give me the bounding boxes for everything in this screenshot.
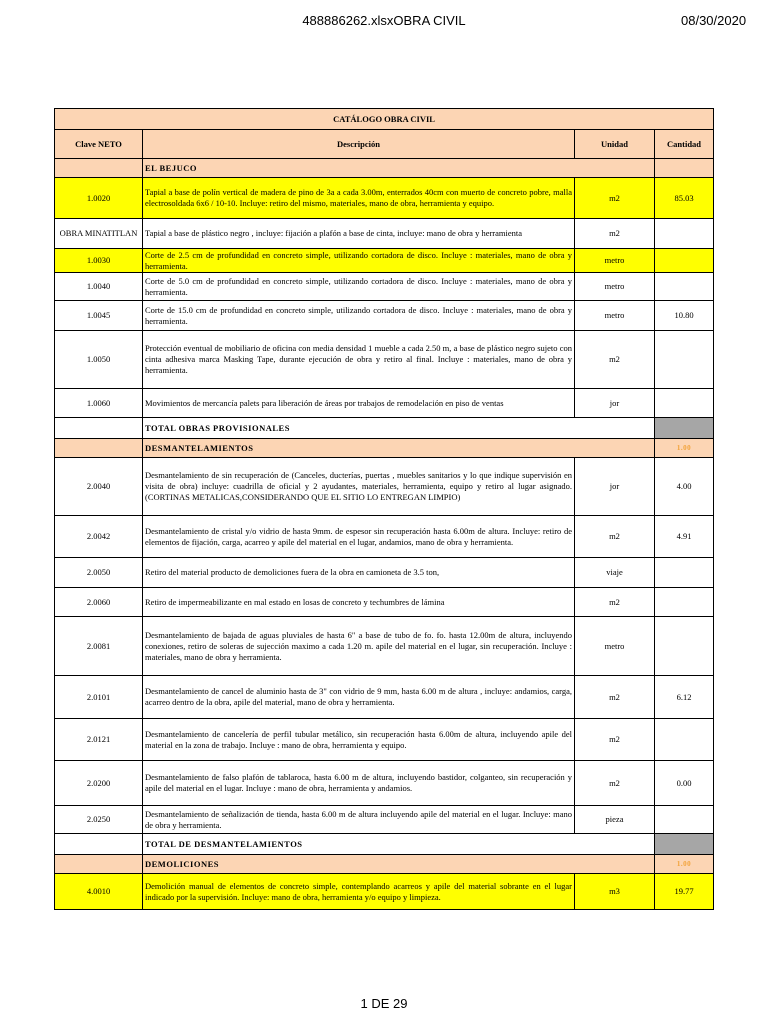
- item-unit: m2: [575, 178, 655, 219]
- total-unit-cell: [575, 834, 655, 855]
- table-row: [55, 558, 714, 588]
- item-unit: metro: [575, 617, 655, 676]
- item-description: Tapial a base de polín vertical de madera de pino de 3a a cada 3.00m, enterrados 40cm con muerto de concreto pobre, malla electrosoldada 6x6 / 10-10. Incluye: retiro del mismo, materiales, mano de obra, herramienta y equipo.: [143, 178, 575, 219]
- table-row: [55, 588, 714, 617]
- section-total-label: TOTAL DE DESMANTELAMIENTOS: [143, 834, 575, 855]
- section-header-row: [55, 855, 714, 874]
- table-header-row: [55, 130, 714, 159]
- item-unit: jor: [575, 389, 655, 418]
- item-key: 2.0121: [55, 719, 143, 761]
- section-badge: 1.00: [655, 855, 714, 874]
- item-description: Corte de 15.0 cm de profundidad en concreto simple, utilizando cortadora de disco. Incluye : materiales, mano de obra y herramienta.: [143, 301, 575, 331]
- section-badge: [655, 159, 714, 178]
- table-row: [55, 676, 714, 719]
- section-badge: 1.00: [655, 439, 714, 458]
- section-name: EL BEJUCO: [143, 159, 575, 178]
- item-quantity: [655, 719, 714, 761]
- item-unit: m2: [575, 761, 655, 806]
- item-quantity: [655, 389, 714, 418]
- section-header-row: [55, 439, 714, 458]
- item-quantity: 4.00: [655, 458, 714, 516]
- section-unit-cell: [575, 439, 655, 458]
- item-key: 1.0020: [55, 178, 143, 219]
- section-total-row: [55, 418, 714, 439]
- table-row: [55, 301, 714, 331]
- item-description: Retiro del material producto de demoliciones fuera de la obra en camioneta de 3.5 ton,: [143, 558, 575, 588]
- item-key: 2.0250: [55, 806, 143, 834]
- section-unit-cell: [575, 855, 655, 874]
- table-title-row: [55, 109, 714, 130]
- item-description: Demolición manual de elementos de concreto simple, contemplando acarreos y apile del material sobrante en el lugar indicado por la supervisión. Incluye: mano de obra, herramienta y/o equipo y limpieza.: [143, 874, 575, 910]
- item-quantity: [655, 249, 714, 273]
- item-quantity: [655, 219, 714, 249]
- total-quantity-cell: [655, 418, 714, 439]
- col-header-unit: Unidad: [575, 130, 655, 159]
- section-key-cell: [55, 439, 143, 458]
- table-row: [55, 389, 714, 418]
- item-unit: m2: [575, 516, 655, 558]
- item-quantity: [655, 617, 714, 676]
- item-description: Tapial a base de plástico negro , incluye: fijación a plafón a base de cinta, incluye: mano de obra y herramienta: [143, 219, 575, 249]
- item-description: Movimientos de mercancía palets para liberación de áreas por trabajos de remodelación en piso de ventas: [143, 389, 575, 418]
- item-quantity: 10.80: [655, 301, 714, 331]
- item-description: Desmantelamiento de cristal y/o vidrio de hasta 9mm. de espesor sin recuperación hasta 6.00m de altura. Incluye: retiro de elementos de fijación, carga, acarreo y apile del material en el lugar, andamios, mano de obra y herramienta.: [143, 516, 575, 558]
- item-key: 2.0081: [55, 617, 143, 676]
- item-description: Corte de 2.5 cm de profundidad en concreto simple, utilizando cortadora de disco. Incluye : materiales, mano de obra y herramienta.: [143, 249, 575, 273]
- item-unit: m3: [575, 874, 655, 910]
- item-key: 2.0200: [55, 761, 143, 806]
- item-key: 2.0060: [55, 588, 143, 617]
- print-date: 08/30/2020: [681, 13, 747, 28]
- col-header-desc: Descripción: [143, 130, 575, 159]
- table-row: [55, 761, 714, 806]
- table-row: [55, 273, 714, 301]
- table-row: [55, 178, 714, 219]
- table-row: [55, 719, 714, 761]
- section-header-row: [55, 159, 714, 178]
- section-name: DEMOLICIONES: [143, 855, 575, 874]
- total-quantity-cell: [655, 834, 714, 855]
- section-key-cell: [55, 159, 143, 178]
- item-description: Desmantelamiento de falso plafón de tablaroca, hasta 6.00 m de altura, incluyendo bastidor, colganteo, sin recuperación y apile del material en el lugar. Incluye : mano de obra, herramienta y andamios.: [143, 761, 575, 806]
- catalog-table: [54, 108, 714, 910]
- item-key: 4.0010: [55, 874, 143, 910]
- file-title: 488886262.xlsxOBRA CIVIL: [302, 13, 466, 28]
- item-unit: m2: [575, 676, 655, 719]
- total-key-cell: [55, 834, 143, 855]
- item-unit: metro: [575, 301, 655, 331]
- section-key-cell: [55, 855, 143, 874]
- item-quantity: 19.77: [655, 874, 714, 910]
- item-description: Desmantelamiento de señalización de tienda, hasta 6.00 m de altura incluyendo apile del material en el lugar. Incluye: mano de obra y herramienta.: [143, 806, 575, 834]
- table-title: CATÁLOGO OBRA CIVIL: [55, 109, 714, 130]
- item-description: Desmantelamiento de cancel de aluminio hasta de 3" con vidrio de 9 mm, hasta 6.00 m de altura , incluye: andamios, carga, acarreo dentro de la obra, apile del material, mano de obra y herramienta.: [143, 676, 575, 719]
- item-key: 2.0042: [55, 516, 143, 558]
- item-description: Desmantelamiento de sin recuperación de (Canceles, ducterías, puertas , muebles sanitarios y lo que indique supervisión en visita de obra) incluye: cuadrilla de oficial y 2 ayudantes, materiales, herramienta, equipo y retiro al lugar asignado. (CORTINAS METALICAS,CONSIDERANDO QUE EL SITIO LO ENTREGAN LIMPIO): [143, 458, 575, 516]
- item-quantity: 6.12: [655, 676, 714, 719]
- section-name: DESMANTELAMIENTOS: [143, 439, 575, 458]
- item-description: Retiro de impermeabilizante en mal estado en losas de concreto y techumbres de lámina: [143, 588, 575, 617]
- item-unit: jor: [575, 458, 655, 516]
- item-description: Desmantelamiento de cancelería de perfil tubular metálico, sin recuperación hasta 6.00m de altura, incluyendo apile del material en la zona de trabajo. Incluye : mano de obra, herramienta y equipo.: [143, 719, 575, 761]
- item-quantity: [655, 588, 714, 617]
- col-header-key: Clave NETO: [55, 130, 143, 159]
- item-key: 2.0040: [55, 458, 143, 516]
- item-description: Desmantelamiento de bajada de aguas pluviales de hasta 6" a base de tubo de fo. fo. hasta 12.00m de altura, incluyendo conexiones, retiro de soleras de sujección maximo a cada 1.20 m. apile del material en el lugar, sin recuperación. Incluye : materiales, mano de obra y herramienta.: [143, 617, 575, 676]
- total-unit-cell: [575, 418, 655, 439]
- item-key: 1.0045: [55, 301, 143, 331]
- item-key: 2.0101: [55, 676, 143, 719]
- total-key-cell: [55, 418, 143, 439]
- item-key: 1.0030: [55, 249, 143, 273]
- item-key: 1.0050: [55, 331, 143, 389]
- item-unit: m2: [575, 588, 655, 617]
- item-key: 2.0050: [55, 558, 143, 588]
- item-unit: m2: [575, 331, 655, 389]
- table-row: [55, 219, 714, 249]
- section-total-label: TOTAL OBRAS PROVISIONALES: [143, 418, 575, 439]
- item-unit: m2: [575, 719, 655, 761]
- item-quantity: [655, 806, 714, 834]
- item-quantity: [655, 331, 714, 389]
- item-quantity: [655, 558, 714, 588]
- item-quantity: 85.03: [655, 178, 714, 219]
- table-row: [55, 249, 714, 273]
- item-unit: pieza: [575, 806, 655, 834]
- col-header-qty: Cantidad: [655, 130, 714, 159]
- item-quantity: 0.00: [655, 761, 714, 806]
- section-total-row: [55, 834, 714, 855]
- table-row: [55, 806, 714, 834]
- item-description: Protección eventual de mobiliario de oficina con media densidad 1 mueble a cada 2.50 m, a base de plástico negro sujeto con cinta adhesiva marca Masking Tape, durante ejecución de obra y retiro al final. Incluye : materiales, mano de obra y herramienta.: [143, 331, 575, 389]
- item-unit: m2: [575, 219, 655, 249]
- item-unit: metro: [575, 249, 655, 273]
- item-unit: viaje: [575, 558, 655, 588]
- item-key: OBRA MINATITLAN: [55, 219, 143, 249]
- table-row: [55, 874, 714, 910]
- table-row: [55, 617, 714, 676]
- section-unit-cell: [575, 159, 655, 178]
- item-key: 1.0040: [55, 273, 143, 301]
- table-row: [55, 516, 714, 558]
- table-row: [55, 458, 714, 516]
- item-unit: metro: [575, 273, 655, 301]
- item-description: Corte de 5.0 cm de profundidad en concreto simple, utilizando cortadora de disco. Incluye : materiales, mano de obra y herramienta.: [143, 273, 575, 301]
- table-row: [55, 331, 714, 389]
- item-quantity: 4.91: [655, 516, 714, 558]
- item-quantity: [655, 273, 714, 301]
- page-number: 1 DE 29: [360, 996, 408, 1011]
- item-key: 1.0060: [55, 389, 143, 418]
